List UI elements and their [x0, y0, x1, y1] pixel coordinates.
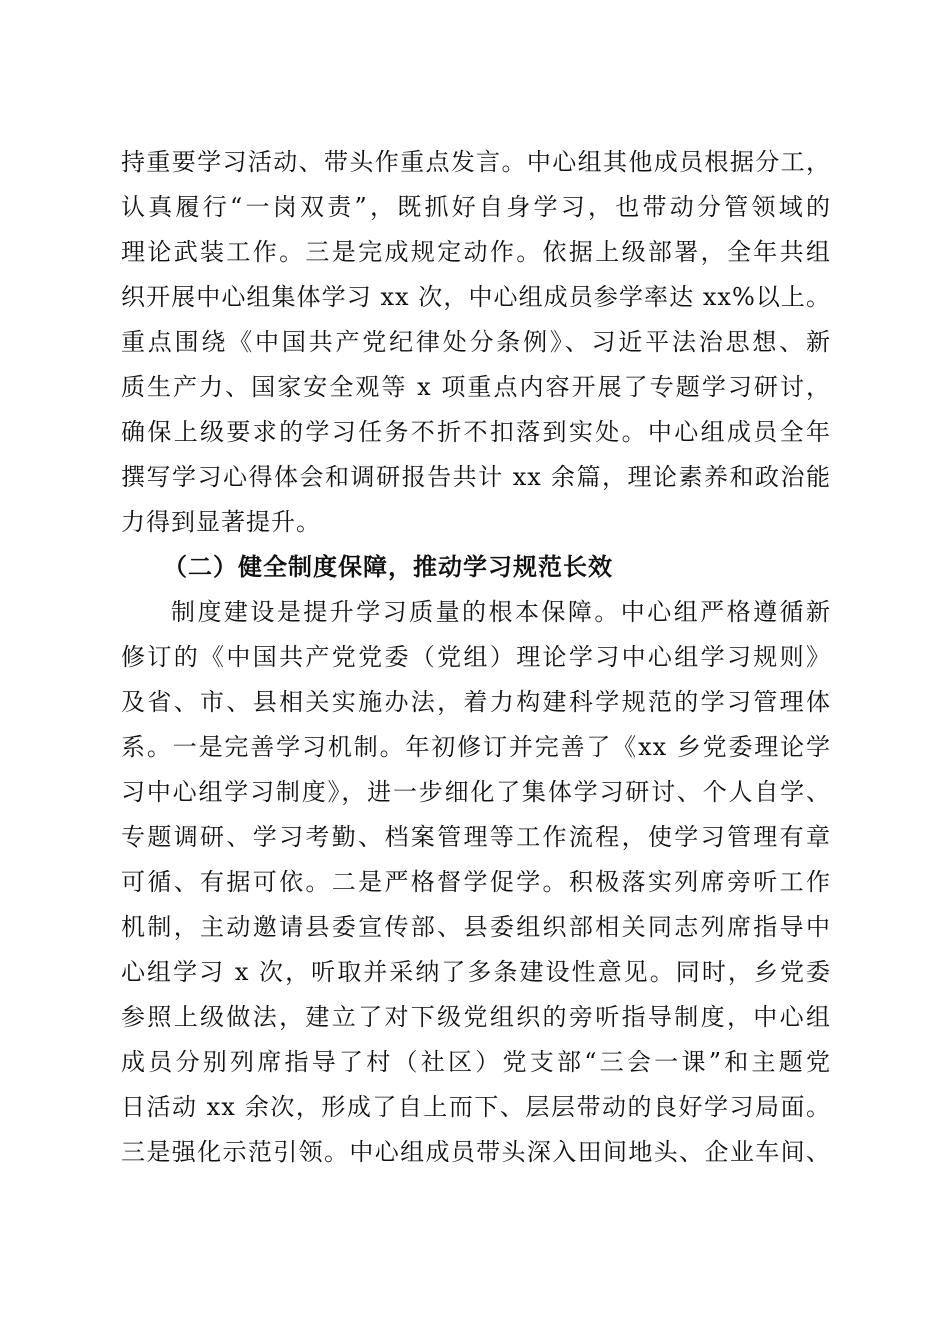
paragraph-2-line-5: 习中心组学习制度》，进一步细化了集体学习研讨、个人自学、	[121, 778, 831, 806]
paragraph-1-line-3: 理论武装工作。三是完成规定动作。依据上级部署，全年共组	[121, 238, 831, 266]
paragraph-2-line-9: 心组学习 x 次，听取并采纳了多条建设性意见。同时，乡党委	[121, 958, 831, 986]
paragraph-2-line-6: 专题调研、学习考勤、档案管理等工作流程，使学习管理有章	[121, 823, 831, 851]
paragraph-2-line-10: 参照上级做法，建立了对下级党组织的旁听指导制度，中心组	[121, 1003, 831, 1031]
section-heading: （二）健全制度保障，推动学习规范长效	[163, 553, 613, 581]
paragraph-1-line-6: 质生产力、国家安全观等 x 项重点内容开展了专题学习研讨，	[121, 373, 831, 401]
paragraph-1-line-7: 确保上级要求的学习任务不折不扣落到实处。中心组成员全年	[121, 418, 831, 446]
paragraph-1-line-9: 力得到显著提升。	[121, 508, 321, 536]
paragraph-1-line-8: 撰写学习心得体会和调研报告共计 xx 余篇，理论素养和政治能	[121, 463, 831, 491]
paragraph-2-line-11: 成员分别列席指导了村（社区）党支部“三会一课”和主题党	[121, 1048, 831, 1076]
paragraph-1-line-4: 织开展中心组集体学习 xx 次，中心组成员参学率达 xx%以上。	[121, 283, 831, 311]
paragraph-2-line-13: 三是强化示范引领。中心组成员带头深入田间地头、企业车间、	[121, 1138, 831, 1166]
paragraph-2-line-8: 机制，主动邀请县委宣传部、县委组织部相关同志列席指导中	[121, 913, 831, 941]
paragraph-2-line-4: 系。一是完善学习机制。年初修订并完善了《xx 乡党委理论学	[121, 733, 831, 761]
paragraph-2-line-1: 制度建设是提升学习质量的根本保障。中心组严格遵循新	[171, 598, 831, 626]
paragraph-1-line-2: 认真履行“一岗双责”，既抓好自身学习，也带动分管领域的	[121, 193, 831, 221]
paragraph-2-line-7: 可循、有据可依。二是严格督学促学。积极落实列席旁听工作	[121, 868, 831, 896]
paragraph-2-line-12: 日活动 xx 余次，形成了自上而下、层层带动的良好学习局面。	[121, 1093, 831, 1121]
paragraph-2-line-2: 修订的《中国共产党党委（党组）理论学习中心组学习规则》	[121, 643, 831, 671]
paragraph-2-line-3: 及省、市、县相关实施办法，着力构建科学规范的学习管理体	[121, 688, 831, 716]
paragraph-1-line-5: 重点围绕《中国共产党纪律处分条例》、习近平法治思想、新	[121, 328, 831, 356]
paragraph-1-line-1: 持重要学习活动、带头作重点发言。中心组其他成员根据分工，	[121, 148, 831, 176]
